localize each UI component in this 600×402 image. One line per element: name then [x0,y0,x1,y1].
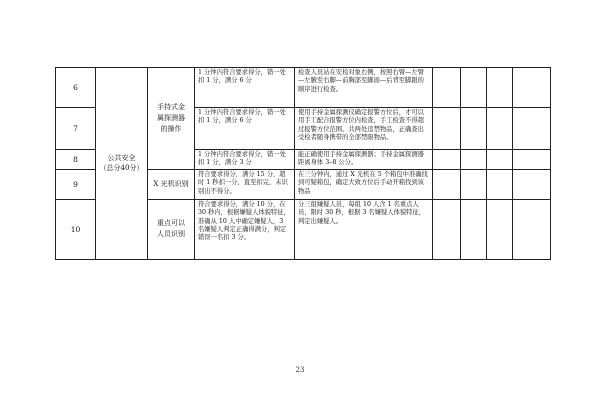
row-number: 8 [56,150,96,170]
criteria-cell: 1 分钟内符合要求得分，错一处扣 1 分，满分 3 分 [195,150,295,170]
table-row [56,68,551,108]
content-cell: 分三组嫌疑人员，每组 10 人含 1 名重点人员，限时 30 秒，根据 3 名嫌疑人体貌特征，判定出嫌疑人。 [295,199,433,259]
empty-cell [487,150,513,170]
content-cell: 检查人员站在安检对象右侧，按照右臂—左臂—左腋至右脚—前胸部至脚面—后背至脚跟的顺序进行检查。 [295,68,433,108]
content-cell: 能正确使用手持金属探测器；手持金属探测器距离身体 3–8 公分。 [295,150,433,170]
empty-cell [513,108,551,150]
row-number: 7 [56,108,96,150]
empty-cell [461,68,487,108]
criteria-cell: 1 分钟内符合要求得分，错一处扣 1 分，满分 6 分 [195,108,295,150]
empty-cell [461,108,487,150]
content-cell: 在三分钟内，通过 X 光机在 5 个箱包中准确找到可疑箱包，确定大致方位后手动开箱找到该物品 [295,169,433,199]
empty-cell [513,169,551,199]
item-label-line: 手持式金 [157,102,185,111]
empty-cell [487,68,513,108]
row-number: 10 [56,199,96,259]
content-cell: 使用手持金属探测仪确定报警方位后，才可以用手工配合报警方位内检查，手工检查不得超过报警方位范围。共两处违禁物品，正确查出受检者随身携带的全部禁限物品。 [295,108,433,150]
item-label-line: 人员识别 [157,230,185,239]
empty-cell [487,108,513,150]
empty-cell [513,199,551,259]
empty-cell [461,150,487,170]
empty-cell [433,108,461,150]
empty-cell [487,199,513,259]
category-score: （总分40分） [99,164,144,173]
item-cell-handheld [148,68,195,170]
scoring-table [55,67,551,260]
empty-cell [433,199,461,259]
item-cell-suspect [148,199,195,259]
page-number: 23 [295,366,305,374]
criteria-cell: 1 分钟内符合要求得分，错一处扣 1 分，满分 6 分 [195,68,295,108]
empty-cell [513,68,551,108]
item-label-line: 属探测器 [157,113,185,122]
item-cell-xray: X 光机识别 [148,169,195,199]
criteria-cell: 符合要求得分，满分 15 分，超时 1 秒扣一分，直至扣完，未识别出不得分。 [195,169,295,199]
empty-cell [461,199,487,259]
category-cell [96,68,148,260]
row-number: 6 [56,68,96,108]
item-label-line: 的操作 [160,124,182,133]
category-name: 公共安全 [107,154,136,163]
empty-cell [461,169,487,199]
criteria-cell: 符合要求得分，满分 10 分，在 30 秒内，根据嫌疑人体貌特征，准确从 10 人中确定嫌疑人，3 名嫌疑人判定正确得满分，判定错误一名扣 3 分。 [195,199,295,259]
empty-cell [433,68,461,108]
empty-cell [433,169,461,199]
row-number: 9 [56,169,96,199]
empty-cell [433,150,461,170]
item-label-line: 重点可以 [157,219,185,228]
empty-cell [487,169,513,199]
empty-cell [513,150,551,170]
